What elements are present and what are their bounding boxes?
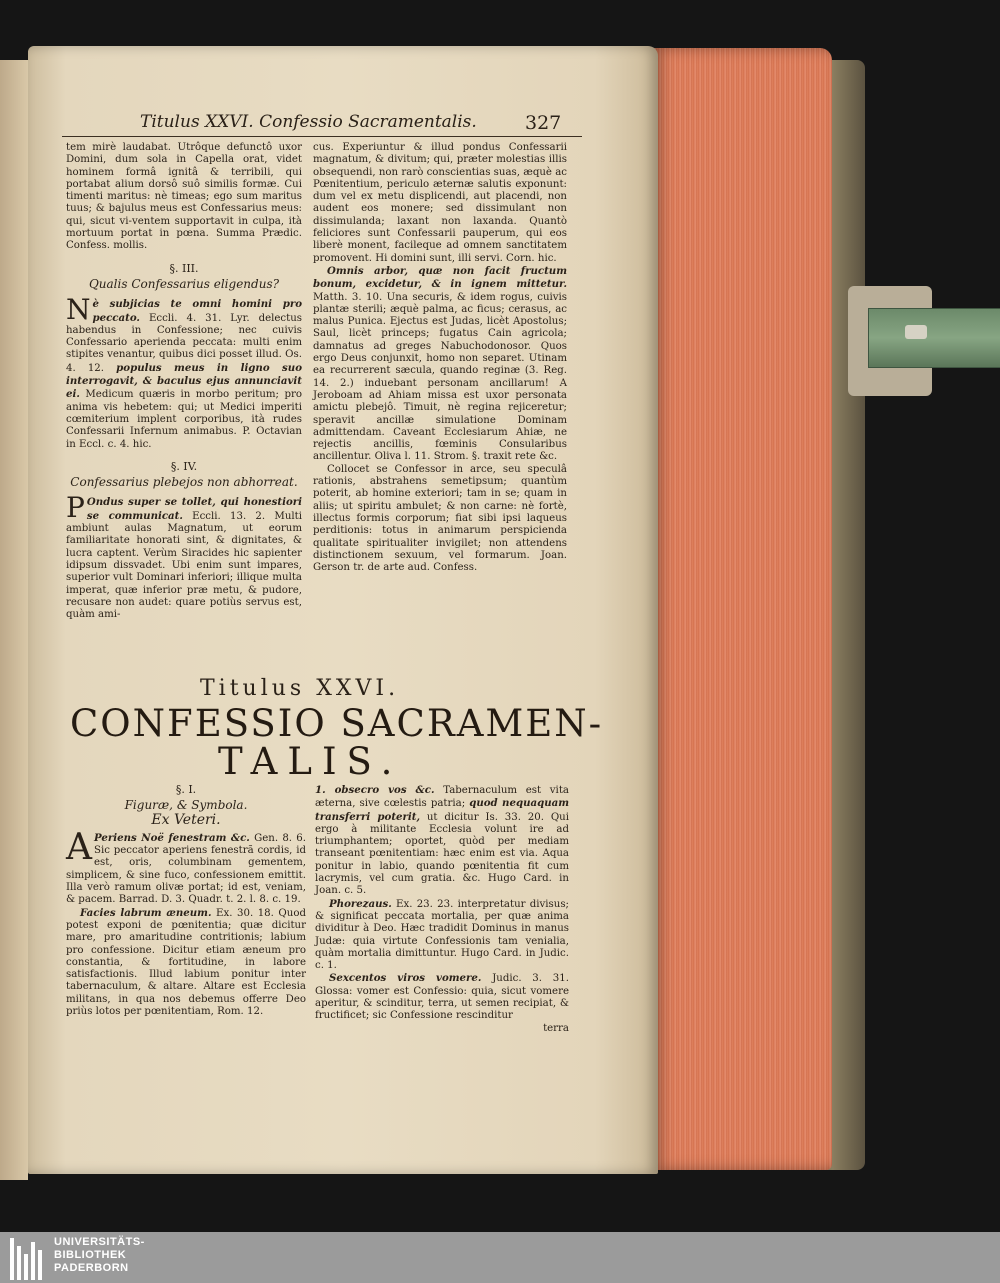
section-heading: §. IV.: [170, 459, 198, 473]
paragraph: [315, 898, 569, 973]
page-number: 327: [525, 112, 562, 134]
library-name: [54, 1236, 145, 1275]
library-name-line: PADERBORN: [54, 1262, 129, 1274]
section-subtitle: Figuræ, & Symbola.: [124, 798, 248, 813]
library-name-line: BIBLIOTHEK: [54, 1249, 127, 1261]
body-text: Eccli. 4. 31. Lyr. delectus habendus in Confessione; nec cuivis Confessario aperienda peccata: multi enim stipites venantur, quibus dici posset illud. Os. 4. 12.: [66, 312, 302, 374]
paragraph: Collocet se Confessor in arce, seu speculâ rationis, abstrahens semetipsum; quantùm poterit, ab homine exteriori; tam in se; quam in aliis; ut spiritu ambulet; & non carne: nè fortè, illectus formis corporum; fiat sibi ipsi laqueus perditionis: totus in animarum perspicienda qualitate spiritualiter invigilet; non attendens distinctionem sexuum, vel formarum. Joan. Gerson tr. de arte aud. Confess.: [313, 463, 567, 574]
column-2: [313, 142, 567, 574]
column-1: [66, 142, 302, 621]
scripture-quote: 1. obsecro vos &c.: [315, 784, 435, 796]
library-name-line: UNIVERSITÄTS-: [54, 1236, 145, 1248]
scripture-quote: Phorezaus.: [329, 897, 392, 910]
drop-cap: P: [66, 491, 85, 525]
body-text: Matth. 3. 10. Una securis, & idem rogus, cuivis plantæ sterili; æquè palma, ac ficus; cerasus, ac malus Punica. Ejectus est Judas, licèt Apostolus; Saul, licèt princeps; fugatus Cain agricola; damnatus ad greges Nabuchodonosor. Quos ergo Deus conjunxit, homo non separet. Utinam ea recurrerent sæcula, quando reginæ (3. Reg. 14. 2.) induebant personam ancillarum! A Jeroboam ad Ahiam missa est uxor personata amictu plebejô. Timuit, nè regina rejiceretur; speravit ancillæ simulatione Dominam admittendam. Caveant Ecclesiarum Ahiæ, ne rejectis ancillis, fœminis Consularibus ancillentur. Oliva l. 11. Strom. §. traxit rete &c.: [313, 291, 567, 463]
drop-cap: N: [66, 293, 91, 327]
catchword: terra: [543, 1022, 569, 1034]
left-page-edge: [0, 60, 28, 1180]
paragraph: [315, 784, 569, 898]
section-title: Qualis Confessarius eligendus?: [88, 276, 280, 291]
body-text: Ex. 30. 18. Quod potest exponi de pœnitentia; quæ dicitur mare, pro amaritudine contritionis; labium pro confessione. Dicitur etiam æneum pro constantia, & fortitudine, in labore satisfactionis. Illud labium ponitur inter tabernaculum, & altare. Altare est Ecclesia militans, in qua nos debemus offerre Deo priùs lotos per pœnitentiam, Rom. 12.: [66, 907, 306, 1018]
body-text: Medicum quæris in morbo peritum; pro anima vis hebetem: qui; ut Medici imperiti cœmiterium implent corporibus, ità rudes Confessarii Infernum animabus. P. Octavian in Eccl. c. 4. hic.: [66, 389, 302, 450]
running-head: Titulus XXVI. Confessio Sacramentalis.: [140, 112, 477, 132]
paragraph: [66, 491, 302, 621]
page-edges: [652, 48, 832, 1170]
paragraph: [315, 972, 569, 1022]
body-text: Gen. 8. 6. Sic peccator aperiens fenestrã cordis, id est, oris, columbinam gementem, simplicem, & sine fuco, confessionem emittit. Illa verò ramum olivæ portat; id est, veniam, & pacem. Barrad. D. 3. Quadr. t. 2. l. 8. c. 19.: [66, 832, 306, 906]
paragraph: [66, 907, 306, 1019]
body-text: Tabernaculum est vita æterna, sive cœlestis patria;: [315, 785, 569, 810]
chapter-title-line-1: CONFESSIO SACRAMEN-: [70, 702, 604, 745]
body-text: Eccli. 13. 2. Multi ambiunt aulas Magnatum, ut eorum familiaritate honorati sint, & dignitates, & lucra captent. Verùm Siracides hic sapienter idipsum dissvadet. Ubi enim sunt impares, superior vult Dominari inferiori; illique multa imperat, quæ inferior præ metu, & pudore, recusare non audet: quare potiùs servus est, quàm ami-: [66, 510, 302, 621]
scripture-quote: Facies labrum æneum.: [80, 906, 212, 919]
column-4: [315, 784, 569, 1035]
scripture-quote: Ondus super se tollet, qui honestiori se communicat.: [86, 496, 302, 522]
head-rule: [62, 136, 582, 137]
paragraph: tem mirè laudabat. Utrôque defunctô uxor Domini, dum sola in Capella orat, videt hominem formâ ignitâ & terribili, qui portabat alium dorsô suô similis formæ. Cui timenti maritus: nè timeas; ego sum maritus tuus; & bajulus meus est Confessarius meus: qui, sicut vi-ventem supportavit in culpa, ità mortuum portat in pœna. Summa Prædic. Confess. mollis.: [66, 142, 302, 252]
scripture-quote: è subjicias te omni homini pro peccato.: [92, 298, 302, 324]
chapter-title-line-2: TALIS.: [218, 740, 403, 783]
section-heading: §. I.: [175, 783, 197, 796]
scripture-quote: Omnis arbor, quæ non facit fructum bonum, excidetur, & in ignem mittetur.: [313, 264, 567, 291]
scripture-quote: Sexcentos viros vomere.: [329, 972, 482, 985]
paragraph: [66, 826, 306, 907]
clasp-rivet: [905, 325, 927, 339]
library-logo-icon: [10, 1238, 46, 1280]
section-title: Confessarius plebejos non abhorreat.: [70, 475, 298, 490]
scripture-quote: quod nequaquam transferri poterit,: [315, 797, 569, 823]
paragraph: cus. Experiuntur & illud pondus Confessarii magnatum, & divitum; qui, præter molestias illis obsequendi, non rarò conscientias suas, æquè ac Pœnitentium, periculo æternæ salutis exponunt: dum vel ex metu displicendi, aut placendi, non audent eos monere; sed dissimulant non dissimulanda; laxant non laxanda. Quantò feliciores sunt Confessarii pauperum, qui eos liberè monent, facileque ad omnem sanctitatem promovent. Hi domini sunt, illi servi. Corn. hic.: [313, 142, 567, 264]
clasp-strap: [868, 308, 1000, 368]
drop-cap: A: [66, 826, 92, 868]
paragraph: [313, 265, 567, 464]
body-text: Ex. 23. 23. interpretatur divisus; & significat peccata mortalia, per quæ anima dividitur à Deo. Hæc tradidit Dominus in manus Judæ: quia virtute Confessionis tam venialia, quàm mortalia dimittuntur. Hugo Card. in Judic. c. 1.: [315, 898, 569, 972]
section-subtitle: Ex Veteri.: [151, 811, 221, 828]
body-text: Judic. 3. 31. Glossa: vomer est Confessio: quia, sicut vomere aperitur, & scinditur, terra, ut semen recipiat, & fructificet; sic Confessione rescinditur: [315, 973, 569, 1022]
library-footer-bar: [0, 1232, 1000, 1283]
scripture-quote: Periens Noë fenestram &c.: [94, 831, 250, 844]
scripture-quote: populus meus in ligno suo interrogavit, & baculus ejus annunciavit ei.: [66, 361, 302, 401]
body-text: ut dicitur Is. 33. 20. Qui ergo à militante Ecclesia volunt ire ad triumphantem; oportet, quòd per mediam transeant pœnitentiam: hæc enim est via. Aqua ponitur in labio, quando pœnitentia fit cum lacrymis, vel cum gratia. &c. Hugo Card. in Joan. c. 5.: [315, 811, 569, 897]
title-label: Titulus XXVI.: [200, 676, 400, 701]
column-3: [66, 784, 306, 1018]
section-heading: §. III.: [169, 261, 199, 275]
paragraph: [66, 293, 302, 451]
